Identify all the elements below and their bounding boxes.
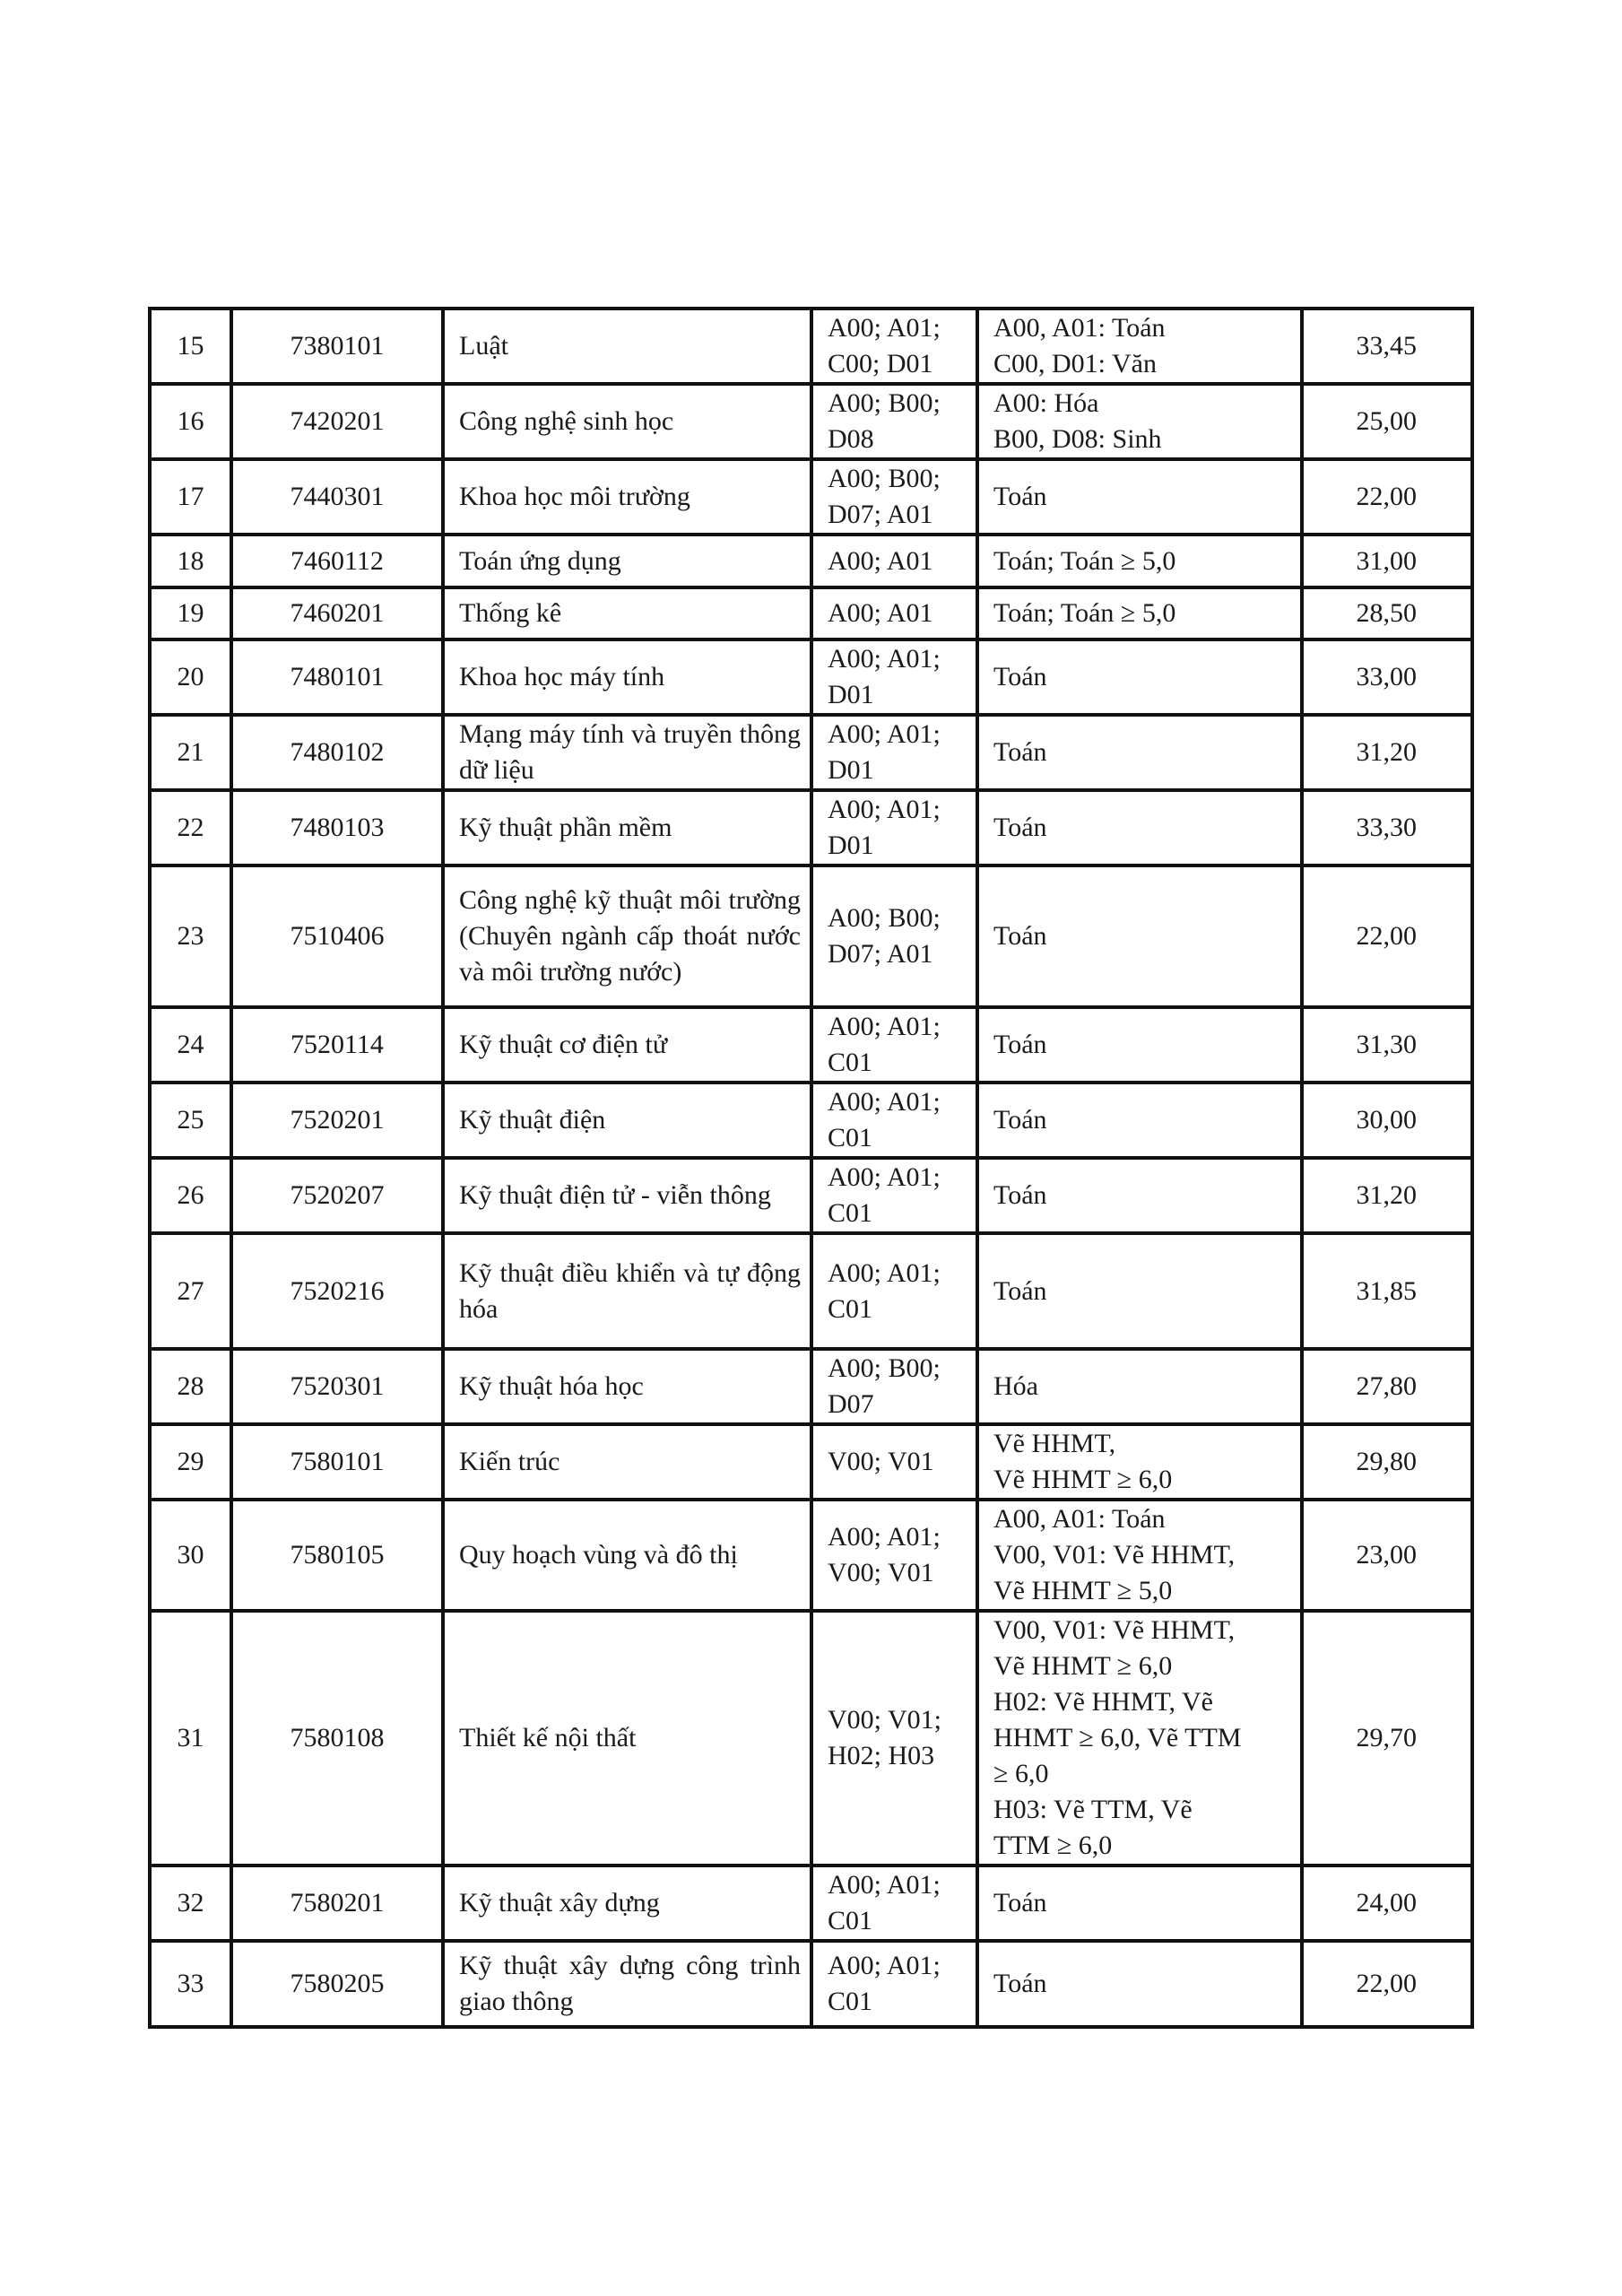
major-code: 7520207 [231,1158,443,1233]
subject-combinations [811,1083,977,1158]
cutoff-score: 24,00 [1302,1866,1472,1941]
subject-combinations [811,587,977,639]
tiebreak-criteria [977,1611,1302,1866]
criteria-line: Toán [993,1888,1047,1918]
row-number: 18 [150,535,231,587]
combination-line: D08 [828,424,874,454]
table-row [150,1233,1472,1349]
major-code: 7520301 [231,1349,443,1424]
subject-combinations [811,790,977,865]
tiebreak-criteria [977,1083,1302,1158]
criteria-line: H02: Vẽ HHMT, Vẽ [993,1687,1213,1717]
row-number: 20 [150,639,231,715]
criteria-line: C00, D01: Văn [993,349,1157,378]
major-name: Kỹ thuật điện [443,1083,811,1158]
row-number: 24 [150,1007,231,1083]
combination-line: A00; A01 [828,598,933,628]
cutoff-score: 33,30 [1302,790,1472,865]
cutoff-score: 22,00 [1302,865,1472,1007]
criteria-line: Toán [993,1275,1047,1306]
table-row [150,587,1472,639]
combination-line: V00; V01; [828,1705,941,1735]
cutoff-score: 31,00 [1302,535,1472,587]
major-name: Kỹ thuật cơ điện tử [443,1007,811,1083]
criteria-line: A00, A01: Toán [993,313,1166,343]
subject-combinations [811,1233,977,1349]
table-body [150,309,1472,2027]
combination-line: A00; A01; [828,1951,941,1980]
table-row [150,1424,1472,1500]
major-name: Kỹ thuật phần mềm [443,790,811,865]
tiebreak-criteria [977,1941,1302,2027]
criteria-line: Toán [993,1969,1047,1998]
cutoff-score: 33,00 [1302,639,1472,715]
major-name: Công nghệ sinh học [443,384,811,459]
combination-line: D01 [828,831,874,860]
tiebreak-criteria [977,1866,1302,1941]
combination-line: A00; A01; [828,313,941,343]
criteria-line: V00, V01: Vẽ HHMT, [993,1540,1236,1570]
major-name: Kiến trúc [443,1424,811,1500]
major-code: 7440301 [231,459,443,535]
combination-line: A00; B00; [828,1353,941,1383]
subject-combinations [811,865,977,1007]
tiebreak-criteria [977,865,1302,1007]
row-number: 25 [150,1083,231,1158]
tiebreak-criteria [977,459,1302,535]
tiebreak-criteria [977,1349,1302,1424]
combination-line: A00; A01 [828,545,933,576]
criteria-line: Toán [993,921,1047,951]
criteria-line: Hóa [993,1371,1038,1401]
criteria-line: Toán [993,482,1047,511]
criteria-line: Toán [993,1030,1047,1059]
table-row [150,1941,1472,2027]
combination-line: C01 [828,1048,873,1077]
row-number: 22 [150,790,231,865]
combination-line: A00; A01; [828,1257,941,1288]
cutoff-score: 31,30 [1302,1007,1472,1083]
major-name: Kỹ thuật xây dựng [443,1866,811,1941]
combination-line: C01 [828,1293,873,1324]
row-number: 16 [150,384,231,459]
major-name: Kỹ thuật hóa học [443,1349,811,1424]
criteria-line: Toán [993,737,1047,767]
cutoff-score: 29,80 [1302,1424,1472,1500]
table-row [150,790,1472,865]
major-name: Quy hoạch vùng và đô thị [443,1500,811,1611]
criteria-line: Toán [993,813,1047,842]
table-row [150,459,1472,535]
combination-line: A00; A01; [828,1087,941,1117]
tiebreak-criteria [977,384,1302,459]
major-code: 7510406 [231,865,443,1007]
major-name: Khoa học môi trường [443,459,811,535]
row-number: 28 [150,1349,231,1424]
table-row [150,865,1472,1007]
row-number: 26 [150,1158,231,1233]
combination-line: C01 [828,1198,873,1228]
combination-line: A00; A01; [828,1012,941,1041]
combination-line: D07; A01 [828,500,933,529]
combination-line: A00; A01; [828,1162,941,1192]
subject-combinations [811,535,977,587]
subject-combinations [811,1866,977,1941]
combination-line: D01 [828,680,874,709]
combination-line: A00; B00; [828,903,941,933]
row-number: 32 [150,1866,231,1941]
major-name: Kỹ thuật điều khiển và tự động hóa [443,1233,811,1349]
major-name: Kỹ thuật xây dựng công trình giao thông [443,1941,811,2027]
criteria-line: Toán [993,662,1047,691]
subject-combinations [811,715,977,790]
combination-line: A00; A01; [828,1870,941,1900]
row-number: 30 [150,1500,231,1611]
criteria-line: Vẽ HHMT ≥ 5,0 [993,1576,1173,1605]
cutoff-score: 22,00 [1302,1941,1472,2027]
tiebreak-criteria [977,790,1302,865]
tiebreak-criteria [977,715,1302,790]
criteria-line: A00, A01: Toán [993,1504,1166,1534]
combination-line: A00; A01; [828,1522,941,1552]
admission-score-table [148,307,1474,2029]
criteria-line: B00, D08: Sinh [993,424,1162,454]
subject-combinations [811,1007,977,1083]
subject-combinations [811,1349,977,1424]
subject-combinations [811,1611,977,1866]
cutoff-score: 27,80 [1302,1349,1472,1424]
subject-combinations [811,1500,977,1611]
major-name: Mạng máy tính và truyền thông dữ liệu [443,715,811,790]
criteria-line: Toán [993,1180,1047,1210]
criteria-line: Toán [993,1105,1047,1135]
table-row [150,1500,1472,1611]
combination-line: H02; H03 [828,1741,935,1770]
row-number: 29 [150,1424,231,1500]
cutoff-score: 31,20 [1302,715,1472,790]
tiebreak-criteria [977,1424,1302,1500]
tiebreak-criteria [977,309,1302,384]
subject-combinations [811,639,977,715]
combination-line: C01 [828,1987,873,2016]
tiebreak-criteria [977,535,1302,587]
major-code: 7520114 [231,1007,443,1083]
combination-line: D01 [828,755,874,785]
tiebreak-criteria [977,1500,1302,1611]
major-code: 7520201 [231,1083,443,1158]
criteria-line: Vẽ HHMT ≥ 6,0 [993,1465,1173,1494]
major-code: 7580108 [231,1611,443,1866]
cutoff-score: 33,45 [1302,309,1472,384]
subject-combinations [811,1158,977,1233]
criteria-line: V00, V01: Vẽ HHMT, [993,1615,1236,1645]
table-row [150,535,1472,587]
row-number: 23 [150,865,231,1007]
table-row [150,639,1472,715]
combination-line: C00; D01 [828,349,933,378]
combination-line: V00; V01 [828,1447,934,1476]
tiebreak-criteria [977,587,1302,639]
tiebreak-criteria [977,1007,1302,1083]
cutoff-score: 31,20 [1302,1158,1472,1233]
major-code: 7580105 [231,1500,443,1611]
table-row [150,1611,1472,1866]
subject-combinations [811,309,977,384]
major-code: 7380101 [231,309,443,384]
criteria-line: Vẽ HHMT, [993,1429,1116,1458]
major-code: 7580101 [231,1424,443,1500]
major-code: 7520216 [231,1233,443,1349]
major-name: Kỹ thuật điện tử - viễn thông [443,1158,811,1233]
table-row [150,384,1472,459]
criteria-line: Toán; Toán ≥ 5,0 [993,598,1176,628]
major-name: Toán ứng dụng [443,535,811,587]
row-number: 31 [150,1611,231,1866]
criteria-line: A00: Hóa [993,388,1099,418]
major-code: 7480103 [231,790,443,865]
subject-combinations [811,1424,977,1500]
combination-line: D07 [828,1389,874,1419]
combination-line: A00; A01; [828,644,941,674]
table-row [150,715,1472,790]
criteria-line: TTM ≥ 6,0 [993,1831,1113,1860]
major-code: 7580201 [231,1866,443,1941]
combination-line: A00; B00; [828,464,941,493]
major-name: Thiết kế nội thất [443,1611,811,1866]
cutoff-score: 25,00 [1302,384,1472,459]
major-name: Công nghệ kỹ thuật môi trường (Chuyên ngành cấp thoát nước và môi trường nước) [443,865,811,1007]
cutoff-score: 22,00 [1302,459,1472,535]
row-number: 17 [150,459,231,535]
major-name: Thống kê [443,587,811,639]
combination-line: C01 [828,1906,873,1935]
cutoff-score: 29,70 [1302,1611,1472,1866]
major-code: 7580205 [231,1941,443,2027]
major-code: 7480101 [231,639,443,715]
row-number: 19 [150,587,231,639]
subject-combinations [811,459,977,535]
combination-line: A00; B00; [828,388,941,418]
combination-line: A00; A01; [828,795,941,824]
criteria-line: Toán; Toán ≥ 5,0 [993,545,1176,576]
row-number: 33 [150,1941,231,2027]
row-number: 21 [150,715,231,790]
combination-line: V00; V01 [828,1558,934,1587]
row-number: 15 [150,309,231,384]
major-code: 7460112 [231,535,443,587]
criteria-line: ≥ 6,0 [993,1759,1049,1788]
tiebreak-criteria [977,1233,1302,1349]
tiebreak-criteria [977,1158,1302,1233]
combination-line: D07; A01 [828,939,933,969]
cutoff-score: 30,00 [1302,1083,1472,1158]
criteria-line: H03: Vẽ TTM, Vẽ [993,1795,1193,1824]
table-row [150,309,1472,384]
combination-line: C01 [828,1123,873,1152]
major-code: 7480102 [231,715,443,790]
criteria-line: Vẽ HHMT ≥ 6,0 [993,1651,1173,1681]
tiebreak-criteria [977,639,1302,715]
cutoff-score: 28,50 [1302,587,1472,639]
table-row [150,1866,1472,1941]
major-name: Luật [443,309,811,384]
combination-line: A00; A01; [828,719,941,749]
subject-combinations [811,1941,977,2027]
major-code: 7460201 [231,587,443,639]
major-code: 7420201 [231,384,443,459]
table-row [150,1083,1472,1158]
subject-combinations [811,384,977,459]
criteria-line: HHMT ≥ 6,0, Vẽ TTM [993,1723,1242,1752]
cutoff-score: 23,00 [1302,1500,1472,1611]
major-name: Khoa học máy tính [443,639,811,715]
row-number: 27 [150,1233,231,1349]
table-row [150,1158,1472,1233]
table-row [150,1007,1472,1083]
cutoff-score: 31,85 [1302,1233,1472,1349]
table-row [150,1349,1472,1424]
